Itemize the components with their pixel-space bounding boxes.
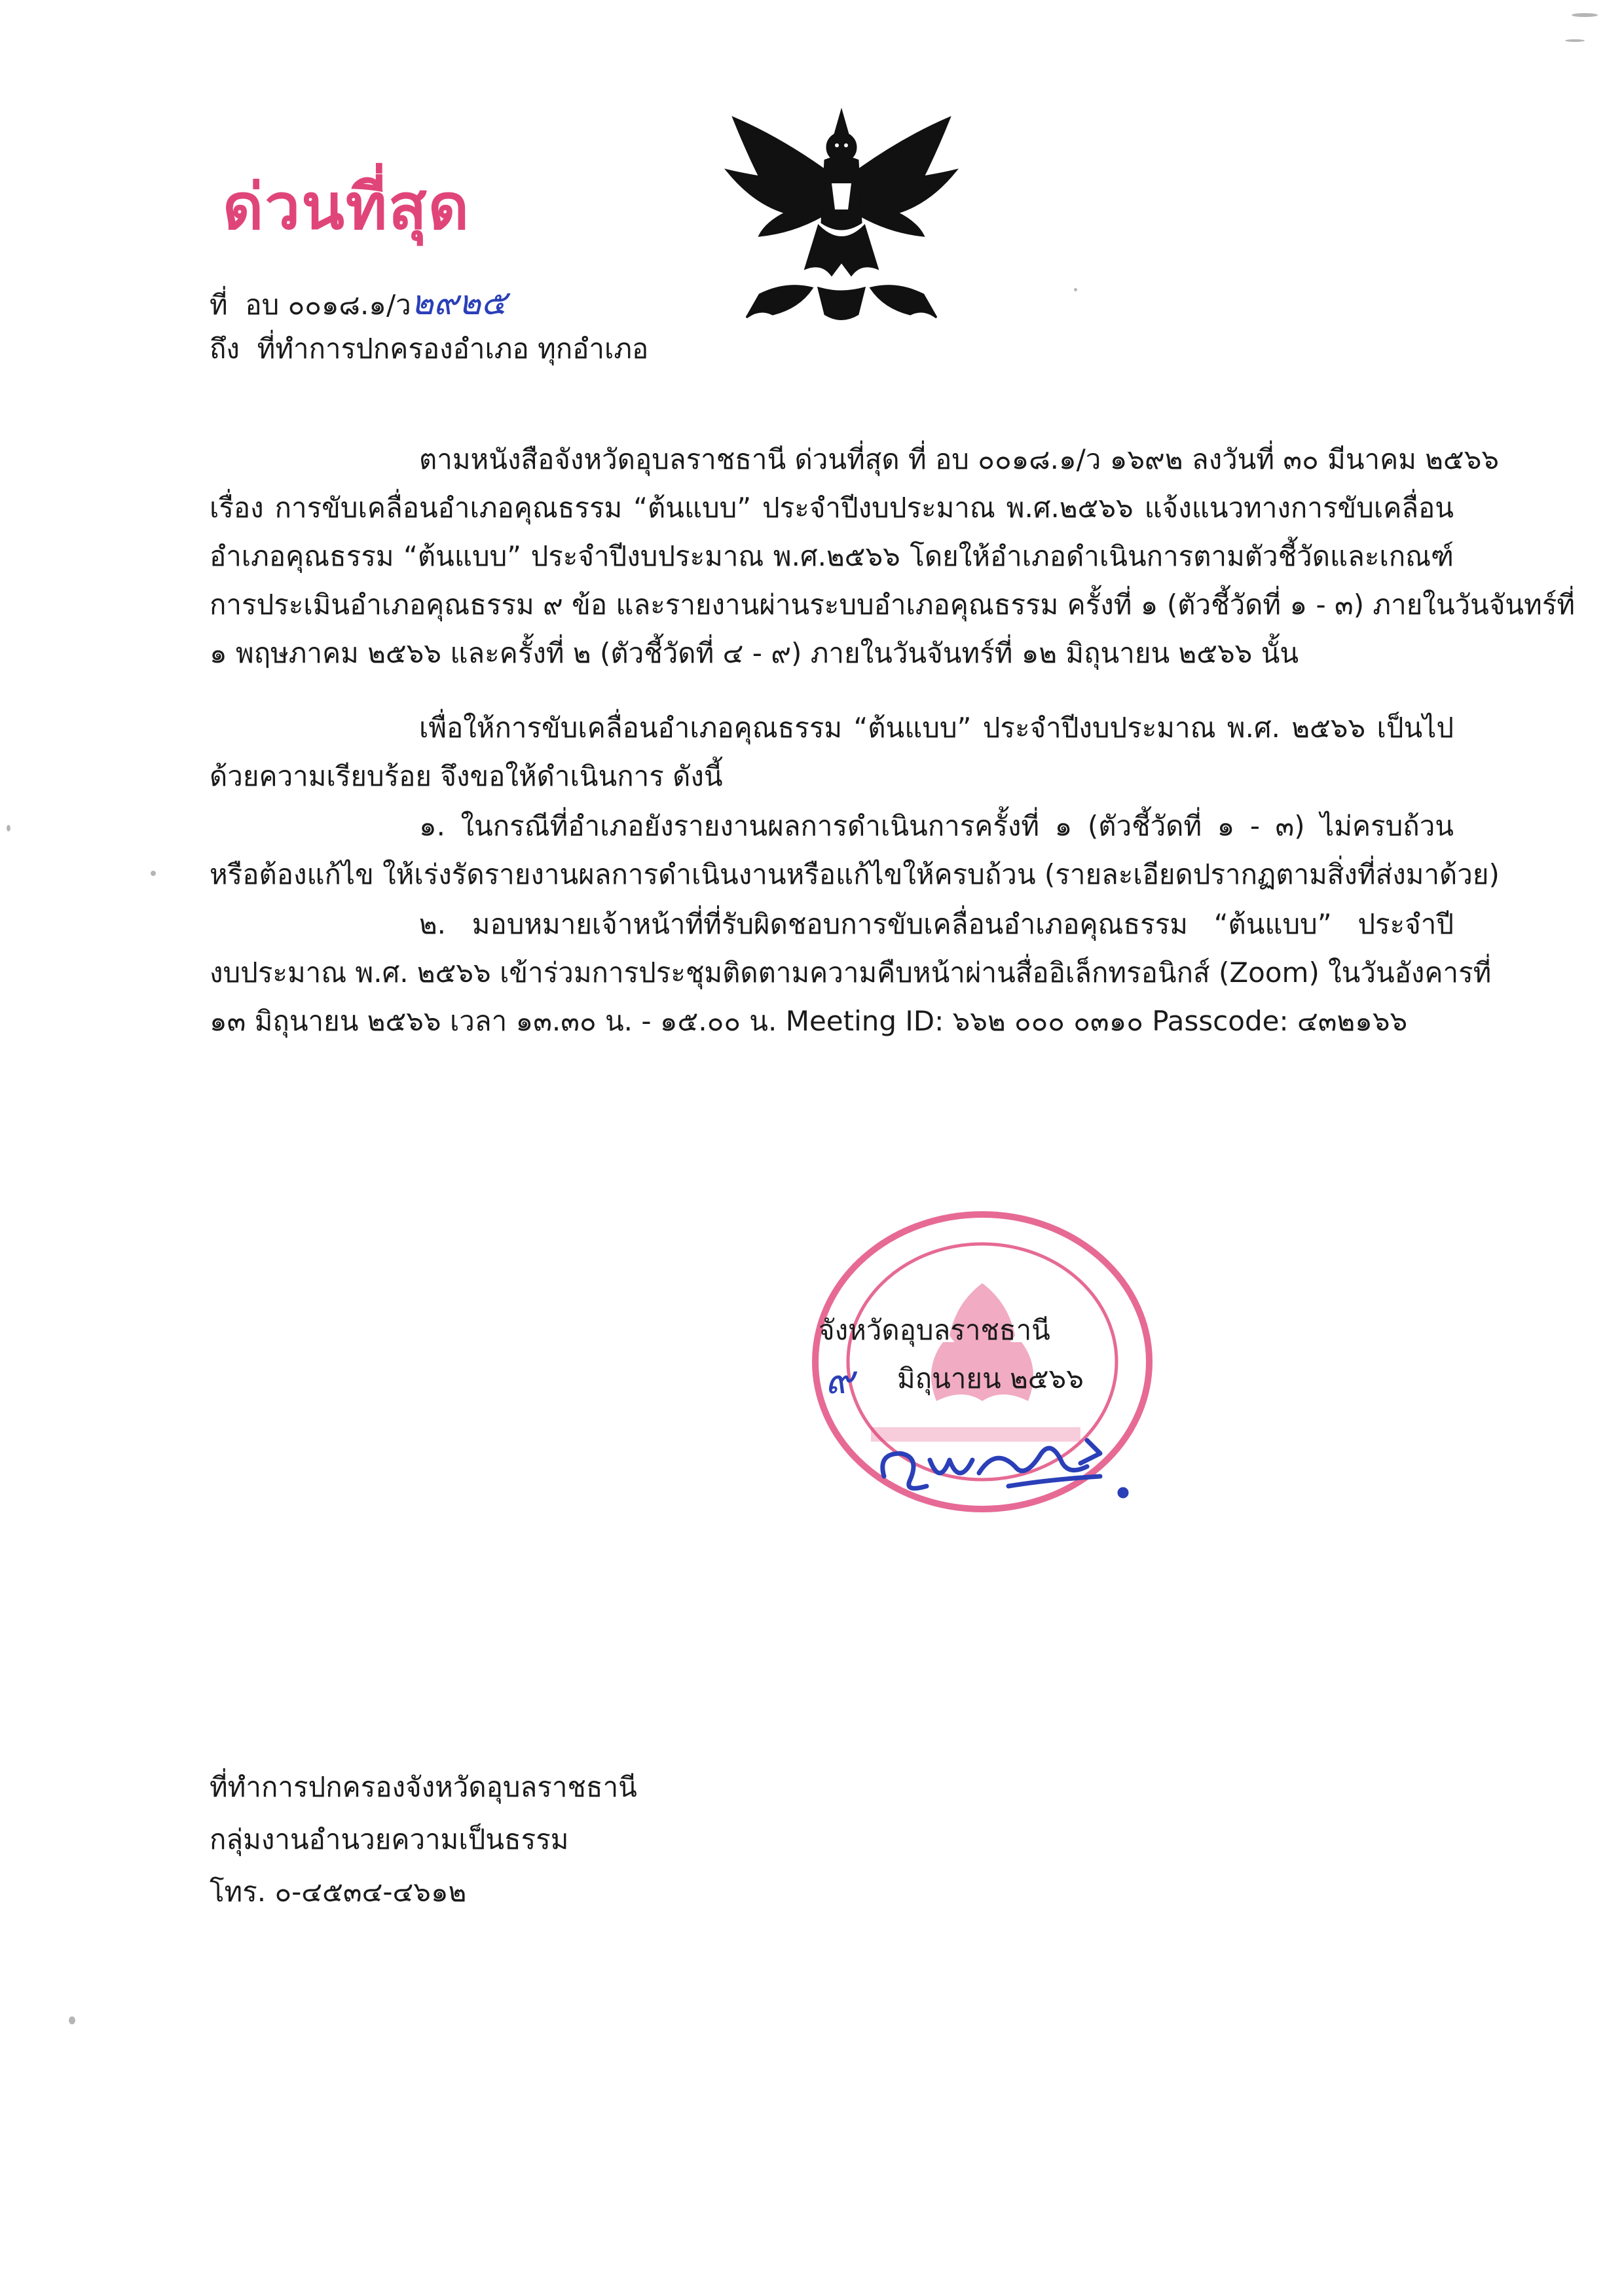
footer-group: กลุ่มงานอำนวยความเป็นธรรม (210, 1823, 569, 1855)
urgency-heading: ด่วนที่สุด (223, 170, 471, 244)
paragraph-line: เพื่อให้การขับเคลื่อนอำเภอคุณธรรม “ต้นแบบ” ประจำปีงบประมาณ พ.ศ. ๒๕๖๖ เป็นไป (419, 712, 1454, 744)
recipient-line (210, 327, 648, 371)
reference-number (210, 275, 507, 329)
to-label: ถึง (210, 333, 240, 365)
signature-date: มิถุนายน ๒๕๖๖ (897, 1362, 1084, 1394)
paragraph-line: ๑๓ มิถุนายน ๒๕๖๖ เวลา ๑๓.๓๐ น. - ๑๕.๐๐ น. Meeting ID: ๖๖๒ ๐๐๐ ๐๓๑๐ Passcode: ๔๓๒๑๖๖ (210, 1005, 1408, 1037)
body-paragraph-2 (210, 704, 1454, 801)
paragraph-line: ตามหนังสือจังหวัดอุบลราชธานี ด่วนที่สุด ที่ อบ ๐๐๑๘.๑/ว ๑๖๙๒ ลงวันที่ ๓๐ มีนาคม ๒๕๖๖ (419, 443, 1500, 475)
handwritten-signature (864, 1414, 1139, 1506)
paragraph-line: ๒. มอบหมายเจ้าหน้าที่ที่รับผิดชอบการขับเคลื่อนอำเภอคุณธรรม “ต้นแบบ” ประจำปี (419, 908, 1454, 940)
paragraph-line: ด้วยความเรียบร้อย จึงขอให้ดำเนินการ ดังนี้ (210, 760, 723, 792)
scan-speck (1074, 288, 1077, 291)
paragraph-line: อำเภอคุณธรรม “ต้นแบบ” ประจำปีงบประมาณ พ.ศ.๒๕๖๖ โดยให้อำเภอดำเนินการตามตัวชี้วัดและเกณฑ์ (210, 540, 1454, 572)
handwritten-day: ๙ (825, 1357, 854, 1403)
paragraph-line: งบประมาณ พ.ศ. ๒๕๖๖ เข้าร่วมการประชุมติดตามความคืบหน้าผ่านสื่ออิเล็กทรอนิกส์ (Zoom) ในวันอังคารที่ (210, 957, 1492, 989)
body-item-1 (210, 802, 1500, 899)
paragraph-line: เรื่อง การขับเคลื่อนอำเภอคุณธรรม “ต้นแบบ” ประจำปีงบประมาณ พ.ศ.๒๕๖๖ แจ้งแนวทางการขับเคลื่อน (210, 492, 1454, 524)
scan-speck (7, 825, 10, 831)
scan-speck (1572, 13, 1598, 17)
footer-phone: โทร. ๐-๔๕๓๔-๔๖๑๒ (210, 1876, 467, 1908)
ref-label: ที่ (210, 289, 228, 321)
footer-contact (210, 1761, 637, 1918)
scan-speck (151, 871, 156, 876)
signature-province: จังหวัดอุบลราชธานี (819, 1314, 1050, 1346)
paragraph-line: หรือต้องแก้ไข ให้เร่งรัดรายงานผลการดำเนินงานหรือแก้ไขให้ครบถ้วน (รายละเอียดปรากฏตามสิ่งที่ส่งมาด้วย) (210, 858, 1500, 890)
ref-handwritten-number: ๒๙๒๕ (411, 283, 507, 323)
paragraph-line: ๑ พฤษภาคม ๒๕๖๖ และครั้งที่ ๒ (ตัวชี้วัดที่ ๔ - ๙) ภายในวันจันทร์ที่ ๑๒ มิถุนายน ๒๕๖๖ นั้น (210, 637, 1299, 669)
garuda-emblem-icon (720, 98, 963, 340)
footer-office: ที่ทำการปกครองจังหวัดอุบลราชธานี (210, 1771, 637, 1803)
paragraph-line: ๑. ในกรณีที่อำเภอยังรายงานผลการดำเนินการครั้งที่ ๑ (ตัวชี้วัดที่ ๑ - ๓) ไม่ครบถ้วน (419, 810, 1454, 842)
ref-number-text: อบ ๐๐๑๘.๑/ว (245, 289, 411, 321)
to-value: ที่ทำการปกครองอำเภอ ทุกอำเภอ (257, 333, 649, 365)
paragraph-line: การประเมินอำเภอคุณธรรม ๙ ข้อ และรายงานผ่านระบบอำเภอคุณธรรม ครั้งที่ ๑ (ตัวชี้วัดที่ ๑ - ๓) ภายในวันจันทร์ที่ (210, 589, 1576, 621)
scan-speck (69, 2016, 75, 2024)
body-item-2 (210, 900, 1492, 1046)
scan-speck (1565, 39, 1585, 42)
body-paragraph-1 (210, 435, 1576, 678)
signature-block (819, 1306, 1084, 1403)
